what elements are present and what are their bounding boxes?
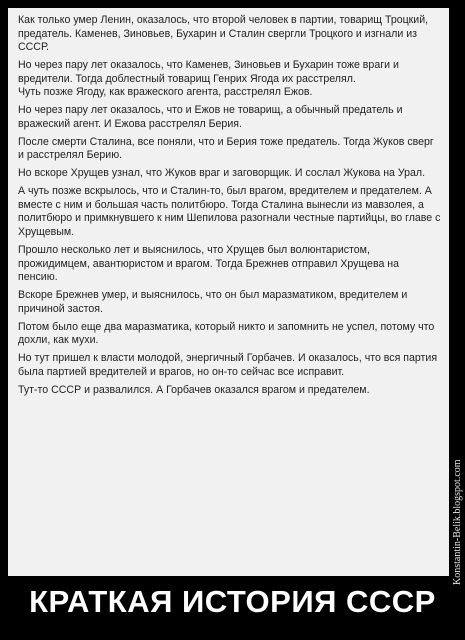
paragraph-9: Потом было еще два маразматика, который никто и запомнить не успел, потому что дохли, как мухи.: [18, 320, 435, 347]
caption-title: КРАТКАЯ ИСТОРИЯ СССР: [29, 584, 436, 619]
paragraph-10: Но тут пришел к власти молодой, энергичный Горбачев. И оказалось, что вся партия была партией вредителей и врагов, но он-то сейчас все исправит.: [18, 352, 438, 378]
paragraph-3: Но через пару лет оказалось, что и Ежов не товарищ, а обычный предатель и вражеский агент. И Ежова расстрелял Берия.: [18, 104, 403, 130]
paragraph-7: Прошло несколько лет и выяснилось, что Хрущев был волюнтаристом, прожидимцем, авантюристом и врагом. Тогда Брежнев отправил Хрущева на пенсию.: [18, 244, 400, 284]
paragraph-1: Как только умер Ленин, оказалось, что второй человек в партии, товарищ Троцкий, предатель. Каменев, Зиновьев, Бухарин и Сталин свергли Троцкого и изгнали из СССР.: [18, 14, 429, 53]
text-panel: [8, 8, 449, 576]
paragraph-2: Но через пару лет оказалось, что Каменев, Зиновьев и Бухарин тоже враги и вредители. Тогда доблестный товарищ Генрих Ягода их расстрелял. Чуть позже Ягоду, как вражеского агента, расстрелял Ежов.: [18, 59, 399, 99]
watermark-text: Konstantin-Belik.blogspot.com: [452, 459, 463, 585]
paragraph-8: Вскоре Брежнев умер, и выяснилось, что он был маразматиком, вредителем и причиной застоя.: [18, 289, 408, 315]
paragraph-5: Но вскоре Хрущев узнал, что Жуков враг и заговорщик. И сослал Жукова на Урал.: [18, 167, 426, 180]
paragraph-6: А чуть позже вскрылось, что и Сталин-то, был врагом, вредителем и предателем. А вместе с ним и большая часть политбюро. Тогда Сталина вынесли из мавзолея, а политбюро и примкнувшего к ним Шепилова разогнали честные партийцы, во главе с Хрущевым.: [18, 185, 441, 238]
paragraph-4: После смерти Сталина, все поняли, что и Берия тоже предатель. Тогда Жуков сверг и расстрелял Берию.: [18, 135, 434, 162]
paragraph-11: Тут-то СССР и развалился. А Горбачев оказался врагом и предателем.: [18, 383, 370, 396]
watermark: [452, 355, 465, 585]
